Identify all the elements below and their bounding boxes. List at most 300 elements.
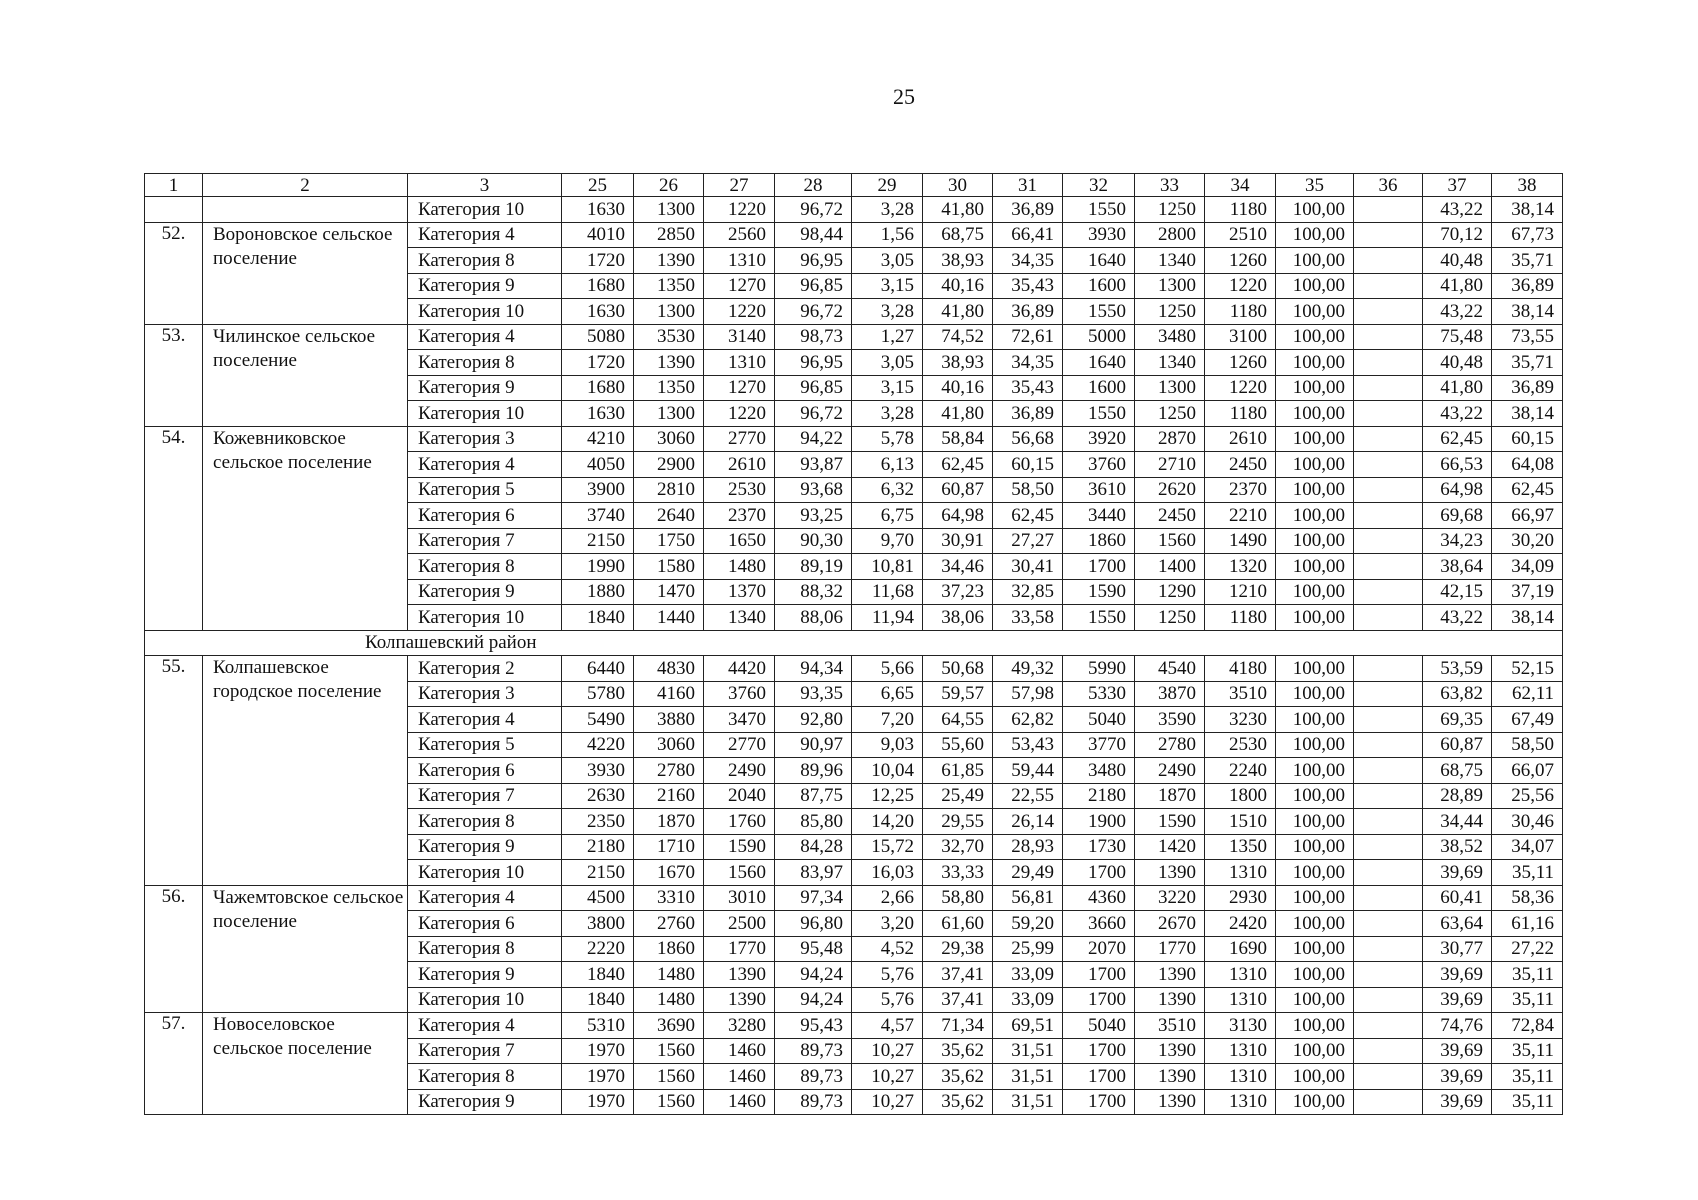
value-cell xyxy=(1354,936,1423,962)
value-cell: 36,89 xyxy=(993,299,1063,325)
value-cell: 2450 xyxy=(1135,503,1205,529)
value-cell: 1310 xyxy=(1205,860,1276,886)
value-cell: 39,69 xyxy=(1423,987,1492,1013)
value-cell: 2810 xyxy=(634,477,704,503)
category-cell: Категория 8 xyxy=(408,248,562,274)
value-cell: 2560 xyxy=(704,222,775,248)
value-cell: 100,00 xyxy=(1276,579,1354,605)
header-cell: 36 xyxy=(1354,174,1423,197)
value-cell: 1440 xyxy=(634,605,704,631)
value-cell: 39,69 xyxy=(1423,1064,1492,1090)
category-cell: Категория 9 xyxy=(408,375,562,401)
category-cell: Категория 6 xyxy=(408,758,562,784)
value-cell: 1510 xyxy=(1205,809,1276,835)
value-cell: 35,11 xyxy=(1492,1064,1563,1090)
value-cell: 3,05 xyxy=(852,350,923,376)
value-cell: 2640 xyxy=(634,503,704,529)
value-cell: 1480 xyxy=(634,987,704,1013)
value-cell: 1340 xyxy=(704,605,775,631)
value-cell: 2780 xyxy=(634,758,704,784)
page-number: 25 xyxy=(893,84,915,109)
value-cell: 1390 xyxy=(634,248,704,274)
value-cell: 4010 xyxy=(562,222,634,248)
value-cell: 34,35 xyxy=(993,350,1063,376)
value-cell: 3310 xyxy=(634,885,704,911)
value-cell: 1310 xyxy=(1205,1064,1276,1090)
value-cell: 53,59 xyxy=(1423,656,1492,682)
value-cell: 40,16 xyxy=(923,375,993,401)
value-cell: 95,48 xyxy=(775,936,852,962)
value-cell: 59,57 xyxy=(923,681,993,707)
value-cell: 2160 xyxy=(634,783,704,809)
category-cell: Категория 4 xyxy=(408,885,562,911)
value-cell: 2500 xyxy=(704,911,775,937)
value-cell: 14,20 xyxy=(852,809,923,835)
value-cell xyxy=(1354,885,1423,911)
settlement-number: 56. xyxy=(145,885,203,1013)
value-cell: 1840 xyxy=(562,962,634,988)
value-cell: 2220 xyxy=(562,936,634,962)
value-cell: 84,28 xyxy=(775,834,852,860)
category-cell: Категория 6 xyxy=(408,503,562,529)
value-cell: 1650 xyxy=(704,528,775,554)
value-cell: 56,68 xyxy=(993,426,1063,452)
value-cell: 1290 xyxy=(1135,579,1205,605)
value-cell: 33,09 xyxy=(993,987,1063,1013)
category-cell: Категория 8 xyxy=(408,350,562,376)
value-cell: 96,95 xyxy=(775,350,852,376)
value-cell: 1630 xyxy=(562,299,634,325)
settlement-number: 54. xyxy=(145,426,203,630)
value-cell: 42,15 xyxy=(1423,579,1492,605)
category-cell: Категория 9 xyxy=(408,962,562,988)
value-cell: 11,68 xyxy=(852,579,923,605)
value-cell: 1550 xyxy=(1063,197,1135,223)
value-cell: 96,80 xyxy=(775,911,852,937)
value-cell: 1880 xyxy=(562,579,634,605)
region-title: Колпашевский район xyxy=(145,630,1563,656)
value-cell: 30,77 xyxy=(1423,936,1492,962)
value-cell xyxy=(1354,783,1423,809)
value-cell: 1750 xyxy=(634,528,704,554)
category-cell: Категория 9 xyxy=(408,1089,562,1115)
value-cell: 3,05 xyxy=(852,248,923,274)
value-cell: 96,85 xyxy=(775,375,852,401)
category-cell: Категория 10 xyxy=(408,197,562,223)
value-cell: 1390 xyxy=(1135,987,1205,1013)
value-cell: 30,46 xyxy=(1492,809,1563,835)
value-cell: 3010 xyxy=(704,885,775,911)
value-cell: 1250 xyxy=(1135,605,1205,631)
value-cell: 1700 xyxy=(1063,987,1135,1013)
value-cell: 1310 xyxy=(704,248,775,274)
value-cell: 92,80 xyxy=(775,707,852,733)
value-cell: 90,97 xyxy=(775,732,852,758)
settlement-name: Кожевниковское сельское поселение xyxy=(203,426,408,630)
value-cell: 89,73 xyxy=(775,1089,852,1115)
value-cell: 100,00 xyxy=(1276,656,1354,682)
value-cell: 38,14 xyxy=(1492,299,1563,325)
value-cell: 1220 xyxy=(704,401,775,427)
value-cell: 1870 xyxy=(1135,783,1205,809)
value-cell: 1220 xyxy=(1205,375,1276,401)
value-cell: 40,48 xyxy=(1423,350,1492,376)
value-cell xyxy=(1354,834,1423,860)
value-cell: 1300 xyxy=(634,401,704,427)
header-row xyxy=(145,174,1563,197)
settlement-number: 57. xyxy=(145,1013,203,1115)
value-cell: 100,00 xyxy=(1276,503,1354,529)
value-cell: 66,53 xyxy=(1423,452,1492,478)
value-cell: 2870 xyxy=(1135,426,1205,452)
value-cell: 1970 xyxy=(562,1064,634,1090)
value-cell: 96,72 xyxy=(775,197,852,223)
value-cell xyxy=(1354,1064,1423,1090)
value-cell: 1990 xyxy=(562,554,634,580)
table-row xyxy=(145,885,1563,911)
value-cell: 94,34 xyxy=(775,656,852,682)
category-cell: Категория 4 xyxy=(408,1013,562,1039)
value-cell: 60,41 xyxy=(1423,885,1492,911)
value-cell: 4830 xyxy=(634,656,704,682)
value-cell: 73,55 xyxy=(1492,324,1563,350)
value-cell: 1840 xyxy=(562,605,634,631)
value-cell: 43,22 xyxy=(1423,605,1492,631)
value-cell: 100,00 xyxy=(1276,758,1354,784)
value-cell: 2,66 xyxy=(852,885,923,911)
value-cell: 22,55 xyxy=(993,783,1063,809)
value-cell: 28,93 xyxy=(993,834,1063,860)
value-cell: 34,09 xyxy=(1492,554,1563,580)
value-cell: 3530 xyxy=(634,324,704,350)
category-cell: Категория 2 xyxy=(408,656,562,682)
value-cell: 67,49 xyxy=(1492,707,1563,733)
category-cell: Категория 10 xyxy=(408,860,562,886)
value-cell: 3130 xyxy=(1205,1013,1276,1039)
value-cell: 1560 xyxy=(634,1064,704,1090)
header-cell: 25 xyxy=(562,174,634,197)
value-cell: 1300 xyxy=(1135,375,1205,401)
value-cell: 66,41 xyxy=(993,222,1063,248)
value-cell: 6,65 xyxy=(852,681,923,707)
value-cell: 74,76 xyxy=(1423,1013,1492,1039)
category-cell: Категория 10 xyxy=(408,299,562,325)
value-cell: 33,58 xyxy=(993,605,1063,631)
value-cell: 2670 xyxy=(1135,911,1205,937)
value-cell xyxy=(1354,350,1423,376)
value-cell: 1310 xyxy=(1205,987,1276,1013)
value-cell xyxy=(1354,528,1423,554)
value-cell: 35,62 xyxy=(923,1038,993,1064)
value-cell xyxy=(1354,452,1423,478)
value-cell: 1640 xyxy=(1063,350,1135,376)
value-cell: 27,27 xyxy=(993,528,1063,554)
value-cell: 100,00 xyxy=(1276,1038,1354,1064)
value-cell: 1970 xyxy=(562,1038,634,1064)
value-cell: 94,22 xyxy=(775,426,852,452)
value-cell: 1220 xyxy=(1205,273,1276,299)
value-cell: 89,96 xyxy=(775,758,852,784)
value-cell: 43,22 xyxy=(1423,401,1492,427)
value-cell: 94,24 xyxy=(775,962,852,988)
category-cell: Категория 10 xyxy=(408,605,562,631)
value-cell: 70,12 xyxy=(1423,222,1492,248)
value-cell: 88,06 xyxy=(775,605,852,631)
value-cell: 5490 xyxy=(562,707,634,733)
value-cell: 1680 xyxy=(562,273,634,299)
value-cell: 1350 xyxy=(1205,834,1276,860)
value-cell: 1590 xyxy=(1063,579,1135,605)
value-cell: 1640 xyxy=(1063,248,1135,274)
value-cell: 1630 xyxy=(562,197,634,223)
value-cell: 100,00 xyxy=(1276,477,1354,503)
value-cell: 1600 xyxy=(1063,375,1135,401)
value-cell: 34,07 xyxy=(1492,834,1563,860)
category-cell: Категория 6 xyxy=(408,911,562,937)
settlement-name: Новоселовское сельское поселение xyxy=(203,1013,408,1115)
value-cell: 100,00 xyxy=(1276,809,1354,835)
value-cell: 43,22 xyxy=(1423,197,1492,223)
value-cell: 1420 xyxy=(1135,834,1205,860)
value-cell: 1340 xyxy=(1135,248,1205,274)
value-cell: 2490 xyxy=(704,758,775,784)
value-cell: 35,71 xyxy=(1492,350,1563,376)
value-cell: 2620 xyxy=(1135,477,1205,503)
value-cell: 1310 xyxy=(1205,1038,1276,1064)
value-cell: 11,94 xyxy=(852,605,923,631)
value-cell: 36,89 xyxy=(993,401,1063,427)
region-row xyxy=(145,630,1563,656)
value-cell: 29,49 xyxy=(993,860,1063,886)
value-cell: 1390 xyxy=(1135,962,1205,988)
value-cell: 56,81 xyxy=(993,885,1063,911)
value-cell: 1550 xyxy=(1063,401,1135,427)
value-cell: 16,03 xyxy=(852,860,923,886)
category-cell: Категория 7 xyxy=(408,528,562,554)
header-cell: 2 xyxy=(203,174,408,197)
value-cell: 5,76 xyxy=(852,987,923,1013)
value-cell: 4500 xyxy=(562,885,634,911)
value-cell: 2800 xyxy=(1135,222,1205,248)
value-cell: 10,27 xyxy=(852,1038,923,1064)
value-cell xyxy=(1354,324,1423,350)
value-cell: 66,97 xyxy=(1492,503,1563,529)
value-cell: 4210 xyxy=(562,426,634,452)
value-cell: 2180 xyxy=(1063,783,1135,809)
value-cell: 2450 xyxy=(1205,452,1276,478)
value-cell: 1390 xyxy=(1135,1064,1205,1090)
value-cell: 10,04 xyxy=(852,758,923,784)
value-cell: 74,52 xyxy=(923,324,993,350)
value-cell: 1600 xyxy=(1063,273,1135,299)
value-cell: 66,07 xyxy=(1492,758,1563,784)
table-row xyxy=(145,1013,1563,1039)
settlement-number: 53. xyxy=(145,324,203,426)
header-cell: 35 xyxy=(1276,174,1354,197)
value-cell: 33,33 xyxy=(923,860,993,886)
value-cell: 1560 xyxy=(704,860,775,886)
category-cell: Категория 3 xyxy=(408,426,562,452)
value-cell: 35,43 xyxy=(993,375,1063,401)
value-cell: 4220 xyxy=(562,732,634,758)
value-cell: 1220 xyxy=(704,299,775,325)
value-cell: 93,35 xyxy=(775,681,852,707)
value-cell: 100,00 xyxy=(1276,426,1354,452)
value-cell: 4,57 xyxy=(852,1013,923,1039)
value-cell: 62,45 xyxy=(923,452,993,478)
header-cell: 37 xyxy=(1423,174,1492,197)
category-cell: Категория 3 xyxy=(408,681,562,707)
value-cell: 1270 xyxy=(704,273,775,299)
category-cell: Категория 8 xyxy=(408,936,562,962)
value-cell: 1180 xyxy=(1205,197,1276,223)
value-cell xyxy=(1354,656,1423,682)
value-cell: 1770 xyxy=(1135,936,1205,962)
value-cell: 94,24 xyxy=(775,987,852,1013)
value-cell: 4050 xyxy=(562,452,634,478)
value-cell: 2900 xyxy=(634,452,704,478)
value-cell: 100,00 xyxy=(1276,273,1354,299)
value-cell: 38,14 xyxy=(1492,197,1563,223)
value-cell: 41,80 xyxy=(1423,375,1492,401)
value-cell: 5,78 xyxy=(852,426,923,452)
value-cell: 1560 xyxy=(634,1038,704,1064)
value-cell: 62,82 xyxy=(993,707,1063,733)
value-cell: 68,75 xyxy=(1423,758,1492,784)
category-cell: Категория 4 xyxy=(408,707,562,733)
value-cell: 5310 xyxy=(562,1013,634,1039)
table-row xyxy=(145,222,1563,248)
value-cell: 3740 xyxy=(562,503,634,529)
value-cell xyxy=(1354,401,1423,427)
value-cell: 1590 xyxy=(704,834,775,860)
value-cell: 2180 xyxy=(562,834,634,860)
value-cell: 10,27 xyxy=(852,1089,923,1115)
value-cell xyxy=(1354,605,1423,631)
settlement-name: Колпашевское городское поселение xyxy=(203,656,408,886)
header-cell: 32 xyxy=(1063,174,1135,197)
value-cell: 34,44 xyxy=(1423,809,1492,835)
value-cell xyxy=(1354,707,1423,733)
table-row xyxy=(145,324,1563,350)
table-row xyxy=(145,197,1563,223)
value-cell: 1,27 xyxy=(852,324,923,350)
value-cell xyxy=(1354,579,1423,605)
value-cell: 58,84 xyxy=(923,426,993,452)
value-cell: 41,80 xyxy=(923,197,993,223)
value-cell: 1590 xyxy=(1135,809,1205,835)
value-cell: 58,50 xyxy=(993,477,1063,503)
value-cell xyxy=(1354,375,1423,401)
value-cell: 31,51 xyxy=(993,1089,1063,1115)
header-cell: 34 xyxy=(1205,174,1276,197)
value-cell: 39,69 xyxy=(1423,1038,1492,1064)
value-cell: 57,98 xyxy=(993,681,1063,707)
value-cell: 1310 xyxy=(1205,962,1276,988)
value-cell: 1390 xyxy=(1135,1038,1205,1064)
value-cell: 3060 xyxy=(634,732,704,758)
value-cell: 100,00 xyxy=(1276,860,1354,886)
value-cell: 100,00 xyxy=(1276,1013,1354,1039)
value-cell: 36,89 xyxy=(1492,375,1563,401)
value-cell: 1180 xyxy=(1205,605,1276,631)
value-cell: 1300 xyxy=(634,299,704,325)
value-cell: 1690 xyxy=(1205,936,1276,962)
category-cell: Категория 5 xyxy=(408,477,562,503)
value-cell xyxy=(1354,758,1423,784)
value-cell: 35,11 xyxy=(1492,987,1563,1013)
value-cell: 62,45 xyxy=(1492,477,1563,503)
value-cell: 100,00 xyxy=(1276,554,1354,580)
value-cell: 35,11 xyxy=(1492,962,1563,988)
value-cell: 87,75 xyxy=(775,783,852,809)
value-cell: 10,27 xyxy=(852,1064,923,1090)
value-cell xyxy=(1354,860,1423,886)
value-cell: 75,48 xyxy=(1423,324,1492,350)
value-cell: 59,44 xyxy=(993,758,1063,784)
value-cell: 9,03 xyxy=(852,732,923,758)
value-cell: 53,43 xyxy=(993,732,1063,758)
value-cell: 1320 xyxy=(1205,554,1276,580)
table-row xyxy=(145,656,1563,682)
value-cell: 72,61 xyxy=(993,324,1063,350)
value-cell: 38,14 xyxy=(1492,401,1563,427)
value-cell: 1390 xyxy=(1135,860,1205,886)
value-cell: 2150 xyxy=(562,860,634,886)
value-cell: 3800 xyxy=(562,911,634,937)
settlement-name xyxy=(203,197,408,223)
value-cell: 61,85 xyxy=(923,758,993,784)
settlement-number: 52. xyxy=(145,222,203,324)
value-cell: 50,68 xyxy=(923,656,993,682)
value-cell: 3480 xyxy=(1063,758,1135,784)
value-cell: 100,00 xyxy=(1276,936,1354,962)
value-cell: 1390 xyxy=(1135,1089,1205,1115)
value-cell: 3900 xyxy=(562,477,634,503)
value-cell: 40,16 xyxy=(923,273,993,299)
value-cell: 6,32 xyxy=(852,477,923,503)
value-cell: 2770 xyxy=(704,732,775,758)
value-cell: 12,25 xyxy=(852,783,923,809)
value-cell: 39,69 xyxy=(1423,962,1492,988)
category-cell: Категория 9 xyxy=(408,273,562,299)
value-cell: 62,11 xyxy=(1492,681,1563,707)
value-cell: 1490 xyxy=(1205,528,1276,554)
value-cell: 27,22 xyxy=(1492,936,1563,962)
value-cell xyxy=(1354,222,1423,248)
value-cell: 64,98 xyxy=(1423,477,1492,503)
value-cell: 2070 xyxy=(1063,936,1135,962)
value-cell: 3100 xyxy=(1205,324,1276,350)
value-cell: 5080 xyxy=(562,324,634,350)
value-cell: 3060 xyxy=(634,426,704,452)
value-cell: 2210 xyxy=(1205,503,1276,529)
value-cell: 1580 xyxy=(634,554,704,580)
value-cell: 1900 xyxy=(1063,809,1135,835)
header-cell: 38 xyxy=(1492,174,1563,197)
value-cell: 1710 xyxy=(634,834,704,860)
value-cell: 3510 xyxy=(1205,681,1276,707)
value-cell: 39,69 xyxy=(1423,1089,1492,1115)
value-cell: 38,93 xyxy=(923,248,993,274)
value-cell: 64,98 xyxy=(923,503,993,529)
value-cell: 100,00 xyxy=(1276,962,1354,988)
value-cell: 1,56 xyxy=(852,222,923,248)
value-cell: 100,00 xyxy=(1276,885,1354,911)
value-cell: 36,89 xyxy=(993,197,1063,223)
value-cell: 60,87 xyxy=(1423,732,1492,758)
value-cell: 1350 xyxy=(634,375,704,401)
